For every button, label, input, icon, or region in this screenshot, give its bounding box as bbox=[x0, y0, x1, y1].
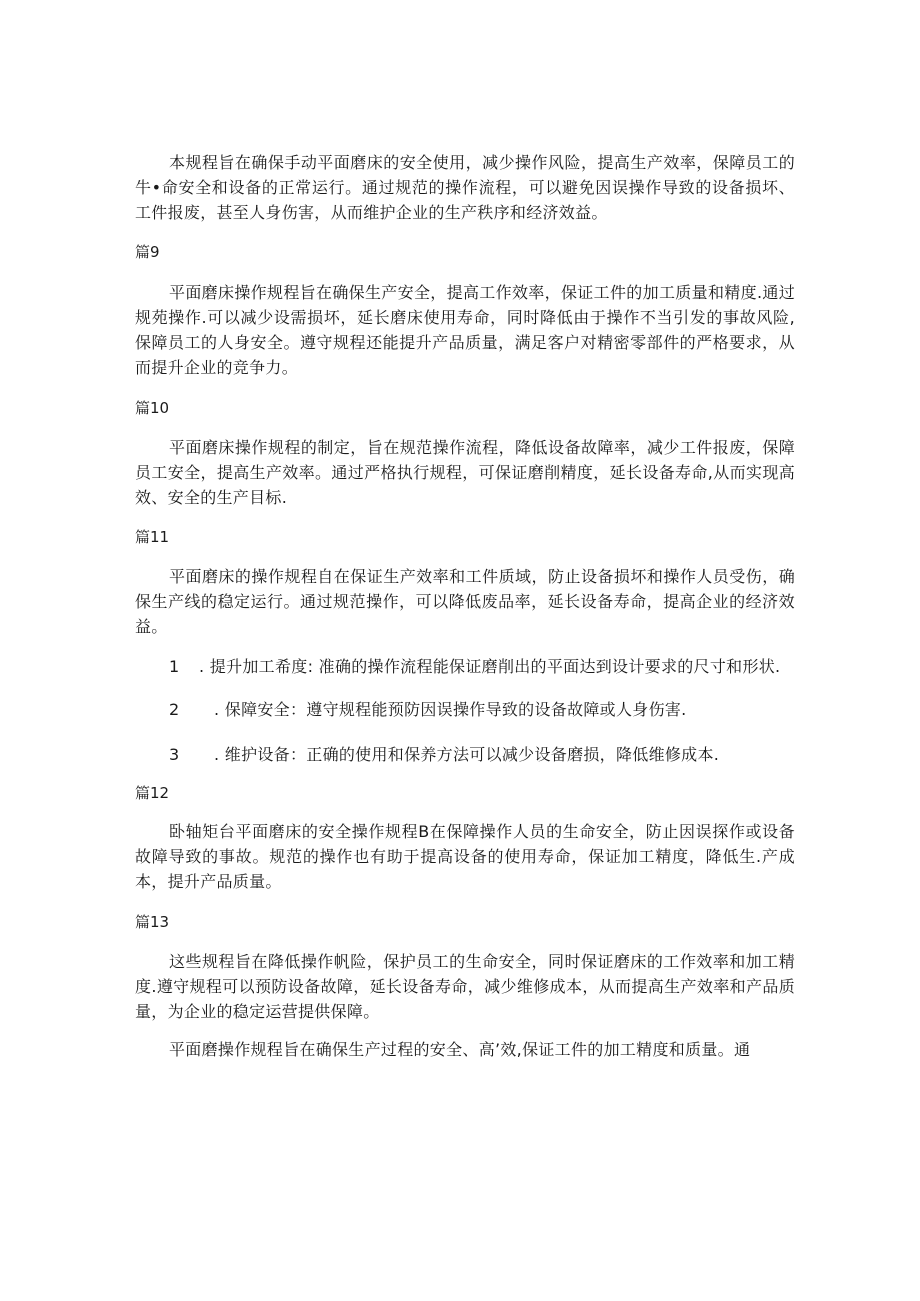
list-item-text: . 维护设备：正确的使用和保养方法可以减少设备磨损，降低维修成本. bbox=[214, 745, 720, 764]
list-item-text: . 提升加工希度: 准确的操作流程能保证磨削出的平面达到设计要求的尺寸和形状. bbox=[199, 657, 781, 676]
list-item bbox=[135, 743, 795, 767]
list-item bbox=[135, 655, 795, 679]
section-heading-11: 篇11 bbox=[135, 528, 170, 546]
paragraph-section-13: 这些规程旨在降低操作帆险，保护员工的生命安全，同时保证磨床的工作效率和加工精度.遵守规程可以预防设备故障，延长设备寿命，减少维修成本，从而提高生产效率和产品质量，为企业的稳定运营提供保障。 bbox=[135, 952, 795, 1021]
list-item-number: 2 bbox=[169, 700, 180, 719]
section-heading-10: 篇10 bbox=[135, 399, 170, 417]
section-heading-13: 篇13 bbox=[135, 913, 170, 931]
document-page bbox=[135, 150, 795, 1062]
paragraph-purpose-manual: 本规程旨在确保手动平面磨床的安全使用，减少操作风险，提高生产效率，保障员工的牛•命安全和设备的正常运行。通过规范的操作流程，可以避免因误操作导致的设备损坏、工件报废，甚至人身伤害，从而维护企业的生产秩序和经济效益。 bbox=[135, 153, 795, 222]
list-item-number: 1 bbox=[169, 657, 180, 676]
section-heading-12: 篇12 bbox=[135, 784, 170, 802]
paragraph-section-9: 平面磨床操作规程旨在确保生产安全，提高工作效率，保证工件的加工质量和精度.通过规苑操作.可以减少设需损坏，延长磨床使用寿命，同时降低由于操作不当引发的事故风险,保障员工的人身安全。遵守规程还能提升产品质量，满足客户对精密零部件的严格要求，从而提升企业的竞争力。 bbox=[135, 283, 795, 377]
paragraph-section-12: 卧轴矩台平面磨床的安全操作规程B在保障操作人员的生命安全，防止因误探作或设备故障导致的事故。规范的操作也有助于提高设备的使用寿命，保证加工精度，降低生.产成本，提升产品质量。 bbox=[135, 822, 795, 891]
list-item bbox=[135, 698, 795, 722]
paragraph-section-11: 平面磨床的操作规程自在保证生产效率和工件质域，防止设备损坏和操作人员受伤，确保生产线的稳定运行。通过规范操作，可以降低废品率，延长设备寿命，提高企业的经济效益。 bbox=[135, 567, 795, 636]
paragraph-section-13-continued: 平面磨操作规程旨在确保生产过程的安全、高’效,保证工件的加工精度和质量。通 bbox=[169, 1040, 751, 1059]
section-heading-9: 篇9 bbox=[135, 243, 160, 261]
list-item-text: . 保障安全：遵守规程能预防因误操作导致的设备故障或人身伤害. bbox=[214, 700, 687, 719]
list-item-number: 3 bbox=[169, 745, 180, 764]
paragraph-section-10: 平面磨床操作规程的制定，旨在规范操作流程，降低设备故障率，减少工件报废，保障员工安全，提高生产效率。通过严格执行规程，可保证磨削精度，延长设备寿命,从而实现高效、安全的生产目标. bbox=[135, 438, 795, 507]
